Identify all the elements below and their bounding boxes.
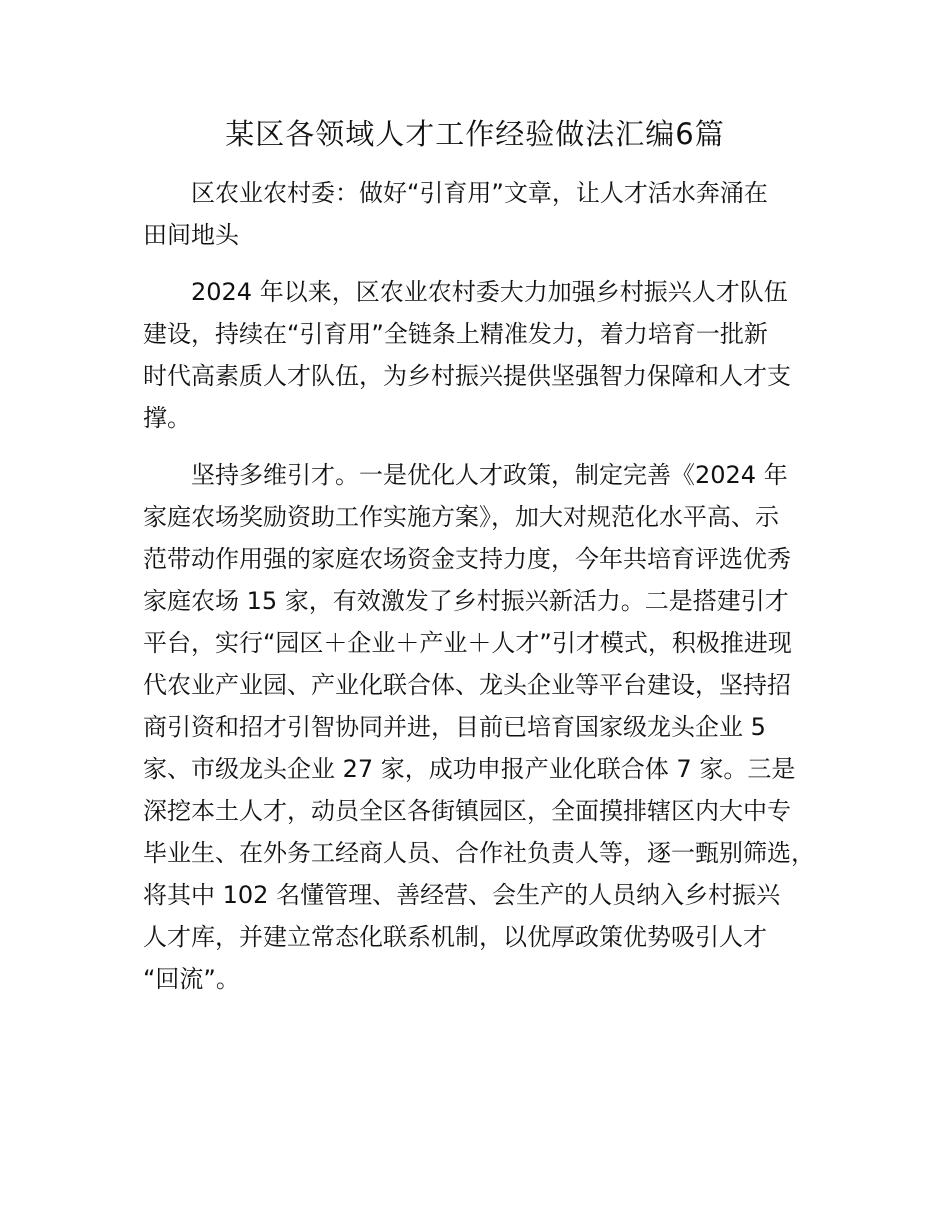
text-line: 撑。 [143,404,191,432]
document-title: 某区各领域人才工作经验做法汇编6篇 [225,117,725,151]
text-line: 坚持多维引才。一是优化人才政策，制定完善《2024 年 [143,461,788,489]
text-line: 深挖本土人才，动员全区各街镇园区，全面摸排辖区内大中专 [143,797,791,825]
text-line: 建设，持续在“引育用”全链条上精准发力，着力培育一批新 [143,320,768,348]
text-line: 人才库，并建立常态化联系机制，以优厚政策优势吸引人才 [143,923,767,951]
text-line: 将其中 102 名懂管理、善经营、会生产的人员纳入乡村振兴 [143,881,781,909]
text-line: 毕业生、在外务工经商人员、合作社负责人等，逐一甄别筛选， [143,839,815,867]
text-line: 时代高素质人才队伍，为乡村振兴提供坚强智力保障和人才支 [143,362,791,390]
text-line: 家庭农场奖励资助工作实施方案》，加大对规范化水平高、示 [143,503,779,531]
text-line: “回流”。 [143,965,240,993]
document-body [143,172,843,1015]
text-line: 田间地头 [143,221,239,249]
text-line: 范带动作用强的家庭农场资金支持力度，今年共培育评选优秀 [143,545,791,573]
text-line: 代农业产业园、产业化联合体、龙头企业等平台建设，坚持招 [143,671,791,699]
text-line: 平台，实行“园区＋企业＋产业＋人才”引才模式，积极推进现 [143,629,792,657]
text-line: 区农业农村委：做好“引育用”文章，让人才活水奔涌在 [143,179,768,207]
text-line: 2024 年以来，区农业农村委大力加强乡村振兴人才队伍 [143,278,788,306]
text-line: 家、市级龙头企业 27 家，成功申报产业化联合体 7 家。三是 [143,755,796,783]
paragraph [143,271,843,439]
text-line: 商引资和招才引智协同并进，目前已培育国家级龙头企业 5 [143,713,766,741]
text-line: 家庭农场 15 家，有效激发了乡村振兴新活力。二是搭建引才 [143,587,789,615]
paragraph [143,172,843,256]
paragraph [143,454,843,1000]
